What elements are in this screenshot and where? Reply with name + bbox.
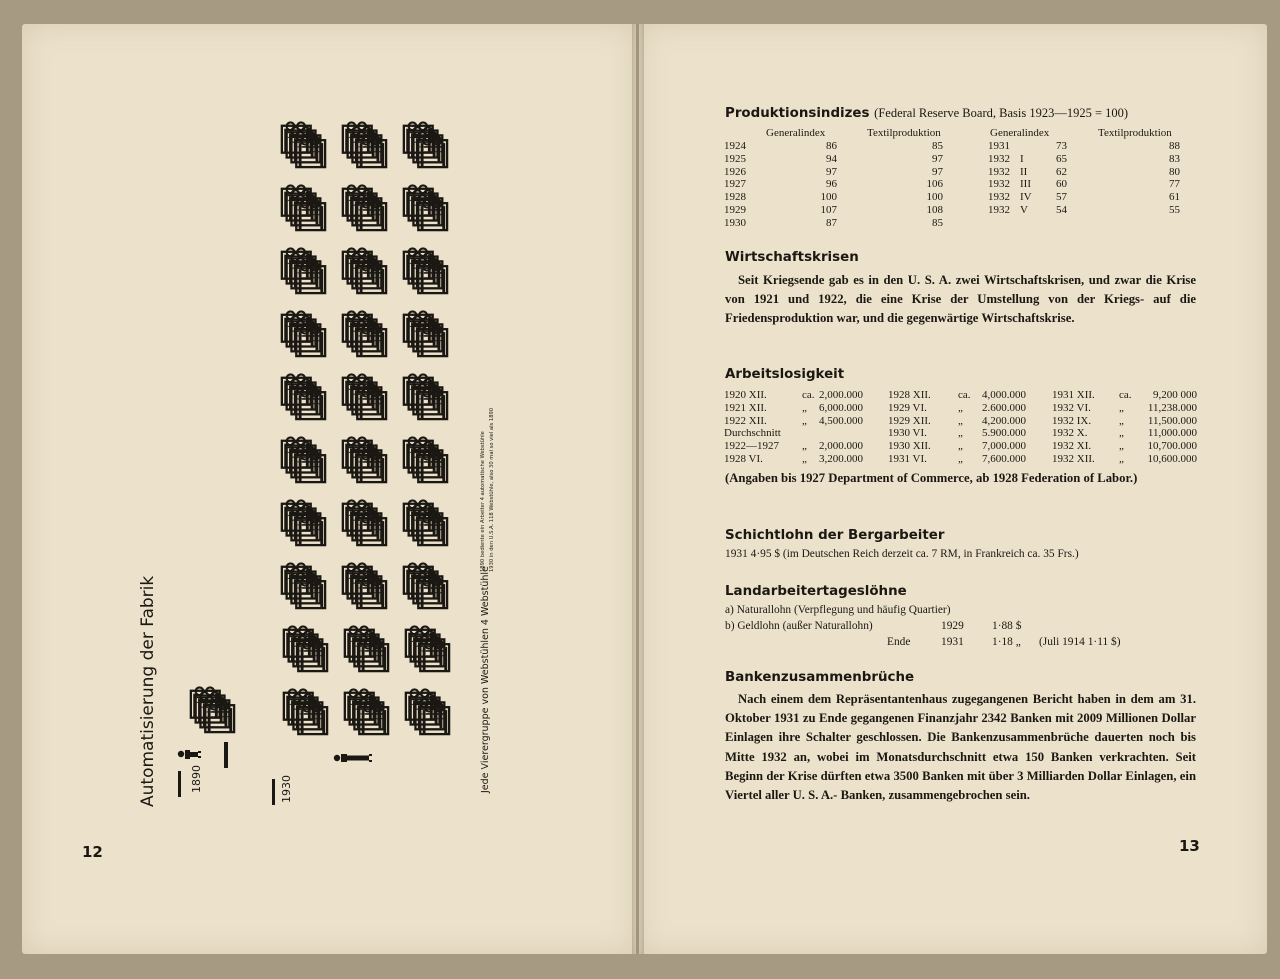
prod-textil: 55 [1169,204,1180,216]
arbeit-label: Durchschnitt [724,427,781,440]
banken-title: Bankenzusammenbrüche [725,670,915,685]
loom-group-icon [402,685,452,739]
schicht-line: 1931 4·95 $ (im Deutschen Reich derzeit ca. 7 RM, in Frankreich ca. 35 Frs.) [725,548,1079,560]
arbeit-value: 11,500.000 [1147,414,1197,427]
prod-textil: 108 [926,204,943,216]
prod-textil: 85 [932,216,943,229]
schicht-title: Schichtlohn der Bergarbeiter [725,528,945,543]
prod-quarter: II [1020,165,1028,178]
prod-textil: 106 [926,178,943,191]
arbeit-label: 1932 XI. [1052,440,1092,453]
loom-group-icon [278,433,328,487]
land-line-c-year: 1931 [941,636,964,648]
prod-general: 100 [820,191,837,204]
arbeit-label: 1930 XII. [888,440,931,453]
prod-year: 1932 [988,165,1010,178]
caption-line-1930: 1930 in den U.S.A. 118 Webstühle, also 30 mal so viel als 1890 [489,407,495,572]
land-line-a: a) Naturallohn (Verpflegung und häufig Quartier) [725,604,951,616]
prod-quarter: I [1020,152,1024,165]
loom-group-icon [400,244,450,298]
figure-title: Automatisierung der Fabrik [138,575,158,807]
arbeit-label: 1932 X. [1052,427,1088,440]
prod-year: 1927 [724,178,746,191]
arbeit-value: 6,000.000 [819,401,863,414]
loom-group-icon [400,370,450,424]
prod-year: 1932 [988,204,1010,216]
land-line-c-note: (Juli 1914 1·11 $) [1039,636,1121,648]
prod-general: 73 [1056,140,1067,152]
year-bar-1890 [178,771,181,797]
prod-general: 96 [826,178,837,191]
prod-general: 54 [1056,204,1067,216]
land-line-b-label: b) Geldlohn (außer Naturallohn) [725,620,873,632]
arbeit-value: 4,500.000 [819,414,863,427]
prod-textil: 97 [932,152,943,165]
loom-group-icon [280,685,330,739]
arbeit-prefix: „ [958,440,963,453]
arbeit-label: 1932 VI. [1052,401,1091,414]
arbeit-label: 1929 XII. [888,414,931,427]
arbeit-value: 2,000.000 [819,440,863,453]
prod-year: 1926 [724,165,746,178]
arbeit-value: 2,000.000 [819,389,863,401]
prod-textil: 83 [1169,152,1180,165]
prod-textil: 88 [1169,140,1180,152]
arbeit-label: 1930 VI. [888,427,927,440]
page-number-right: 13 [1179,837,1200,855]
page-number-left: 12 [82,843,103,861]
arbeit-prefix: „ [802,453,807,465]
wirtschaft-title: Wirtschaftskrisen [725,250,859,265]
arbeit-label: 1922 XII. [724,414,767,427]
caption-line-1890: 1890 bediente ein Arbeiter 4 automatische Webstühle [480,431,486,572]
loom-group-icon [400,433,450,487]
arbeit-prefix: „ [802,440,807,453]
arbeit-value: 7,600.000 [982,453,1026,465]
figure-caption: Jede Vierergruppe von Webstühlen 4 Webstühle [480,566,491,793]
header-textil-2: Textilproduktion [1098,127,1172,139]
prod-quarter: III [1020,178,1031,191]
arbeit-label: 1929 VI. [888,401,927,414]
arbeit-label: 1932 IX. [1052,414,1092,427]
arbeit-value: 10,700.000 [1147,440,1197,453]
loom-group-icon [278,181,328,235]
arbeit-value: 4,000.000 [982,389,1026,401]
arbeit-value: 5.900.000 [982,427,1026,440]
prod-textil: 100 [926,191,943,204]
arbeit-prefix: „ [802,414,807,427]
header-general-2: Generalindex [990,127,1050,139]
loom-group-icon [339,496,389,550]
prod-general: 94 [826,152,837,165]
prod-year: 1925 [724,152,746,165]
prod-general: 107 [820,204,837,216]
wirtschaft-text: Seit Kriegsende gab es in den U. S. A. zwei Wirtschaftskrisen, und zwar die Krise von 1921 und 1922, die eine Krise der Umstellung von der Kriegs- auf die Friedensproduktion war, und die gegenwärtige Wirtschaftskrise. [725,273,1196,326]
loom-group-icon [402,622,452,676]
prod-quarter: V [1020,204,1028,216]
prod-general: 62 [1056,165,1067,178]
produktion-title [725,106,1128,121]
loom-group-icon [400,496,450,550]
arbeit-label: 1920 XII. [724,389,767,401]
prod-year: 1929 [724,204,746,216]
year-bar-1930 [272,779,275,805]
prod-year: 1931 [988,140,1010,152]
arbeit-label: 1928 XII. [888,389,931,401]
arbeit-prefix: ca. [802,389,815,401]
prod-year: 1930 [724,216,746,229]
prod-general: 65 [1056,152,1067,165]
arbeit-label: 1928 VI. [724,453,763,465]
arbeit-label: 1932 XII. [1052,453,1095,465]
loom-group-icon [400,559,450,613]
arbeit-prefix: „ [1119,440,1124,453]
land-line-b-value: 1·88 $ [992,620,1022,632]
left-page [22,24,636,954]
loom-group-icon [341,685,391,739]
arbeit-title: Arbeitslosigkeit [725,367,845,382]
loom-group-icon [278,244,328,298]
prod-textil: 80 [1169,165,1180,178]
arbeit-value: 7,000.000 [982,440,1026,453]
prod-year: 1924 [724,140,746,152]
header-general-1: Generalindex [766,127,826,139]
loom-group-icon [278,307,328,361]
arbeit-value: 11,000.000 [1147,427,1197,440]
loom-group-icon [339,118,389,172]
prod-quarter: IV [1020,191,1032,204]
loom-group-1890-icon [187,683,237,737]
loom-group-icon [280,622,330,676]
loom-group-icon [278,559,328,613]
arbeit-label: 1931 VI. [888,453,927,465]
prod-textil: 77 [1169,178,1180,191]
arbeit-prefix: „ [1119,427,1124,440]
arbeit-prefix: ca. [1119,389,1132,401]
loom-group-icon [341,622,391,676]
produktion-title-text: Produktionsindizes [725,106,870,121]
prod-general: 97 [826,165,837,178]
prod-general: 87 [826,216,837,229]
land-title: Landarbeitertageslöhne [725,584,907,599]
arbeit-value: 11,238.000 [1147,401,1197,414]
land-line-b-year: 1929 [941,620,964,632]
arbeit-prefix: „ [958,427,963,440]
arbeit-note: (Angaben bis 1927 Department of Commerce, ab 1928 Federation of Labor.) [725,471,1138,485]
arbeit-label: 1931 XII. [1052,389,1095,401]
header-textil-1: Textilproduktion [867,127,941,139]
produktion-subtitle: (Federal Reserve Board, Basis 1923—1925 = 100) [874,106,1129,120]
arbeit-table [724,389,1200,469]
arbeit-value: 9,200 000 [1153,389,1197,401]
loom-group-icon [278,118,328,172]
land-line-c-value: 1·18 „ [992,636,1021,648]
prod-general: 86 [826,140,837,152]
arbeit-prefix: ca. [958,389,971,401]
arbeit-prefix: „ [958,414,963,427]
prod-year: 1932 [988,178,1010,191]
loom-group-icon [278,496,328,550]
loom-group-icon [339,307,389,361]
arbeit-label: 1922—1927 [724,440,779,453]
prod-textil: 85 [932,140,943,152]
prod-textil: 61 [1169,191,1180,204]
loom-group-icon [400,181,450,235]
arbeit-value: 2.600.000 [982,401,1026,414]
arbeit-prefix: „ [1119,453,1124,465]
prod-general: 57 [1056,191,1067,204]
arbeit-prefix: „ [802,401,807,414]
prod-year: 1928 [724,191,746,204]
loom-group-icon [339,244,389,298]
worker-1930-icon [333,751,381,765]
figure-caption-detail [479,408,497,572]
arbeit-value: 10,600.000 [1147,453,1197,465]
loom-group-icon [339,370,389,424]
arbeit-value: 3,200.000 [819,453,863,465]
arbeit-value: 4,200.000 [982,414,1026,427]
loom-group-icon [339,433,389,487]
arbeit-prefix: „ [958,453,963,465]
loom-group-icon [400,118,450,172]
wirtschaft-paragraph [725,271,1196,329]
worker-1890-icon [176,742,238,768]
prod-year: 1932 [988,191,1010,204]
year-label-1890: 1890 [190,765,203,793]
prod-textil: 97 [932,165,943,178]
loom-group-icon [339,559,389,613]
produktion-table [724,127,1200,237]
arbeit-prefix: „ [1119,414,1124,427]
book-gutter [632,24,644,954]
loom-group-icon [400,307,450,361]
arbeit-label: 1921 XII. [724,401,767,414]
arbeit-prefix: „ [1119,401,1124,414]
banken-paragraph [725,690,1196,805]
banken-text: Nach einem dem Repräsentantenhaus zugegangenen Bericht haben in dem am 31. Oktober 1931 zu Ende gegangenen Finanzjahr 2342 Banken mit 2009 Millionen Dollar Einlagen ihre Schalter geschlossen. Die Bankenzusammenbrüche dauerten noch bis Mitte 1932 an, wobei im Monatsdurchschnitt etwa 150 Banken verkrachten. Seit Beginn der Krise dürften etwa 3500 Banken mit über 3 Milliarden Dollar Einlagen, ein Viertel aller U. S. A.- Banken, zusammengebrochen sein. [725,692,1196,803]
loom-group-icon [278,370,328,424]
prod-general: 60 [1056,178,1067,191]
arbeit-prefix: „ [958,401,963,414]
year-label-1930: 1930 [280,775,293,803]
land-line-c-label: Ende [887,636,911,648]
loom-group-icon [339,181,389,235]
prod-year: 1932 [988,152,1010,165]
